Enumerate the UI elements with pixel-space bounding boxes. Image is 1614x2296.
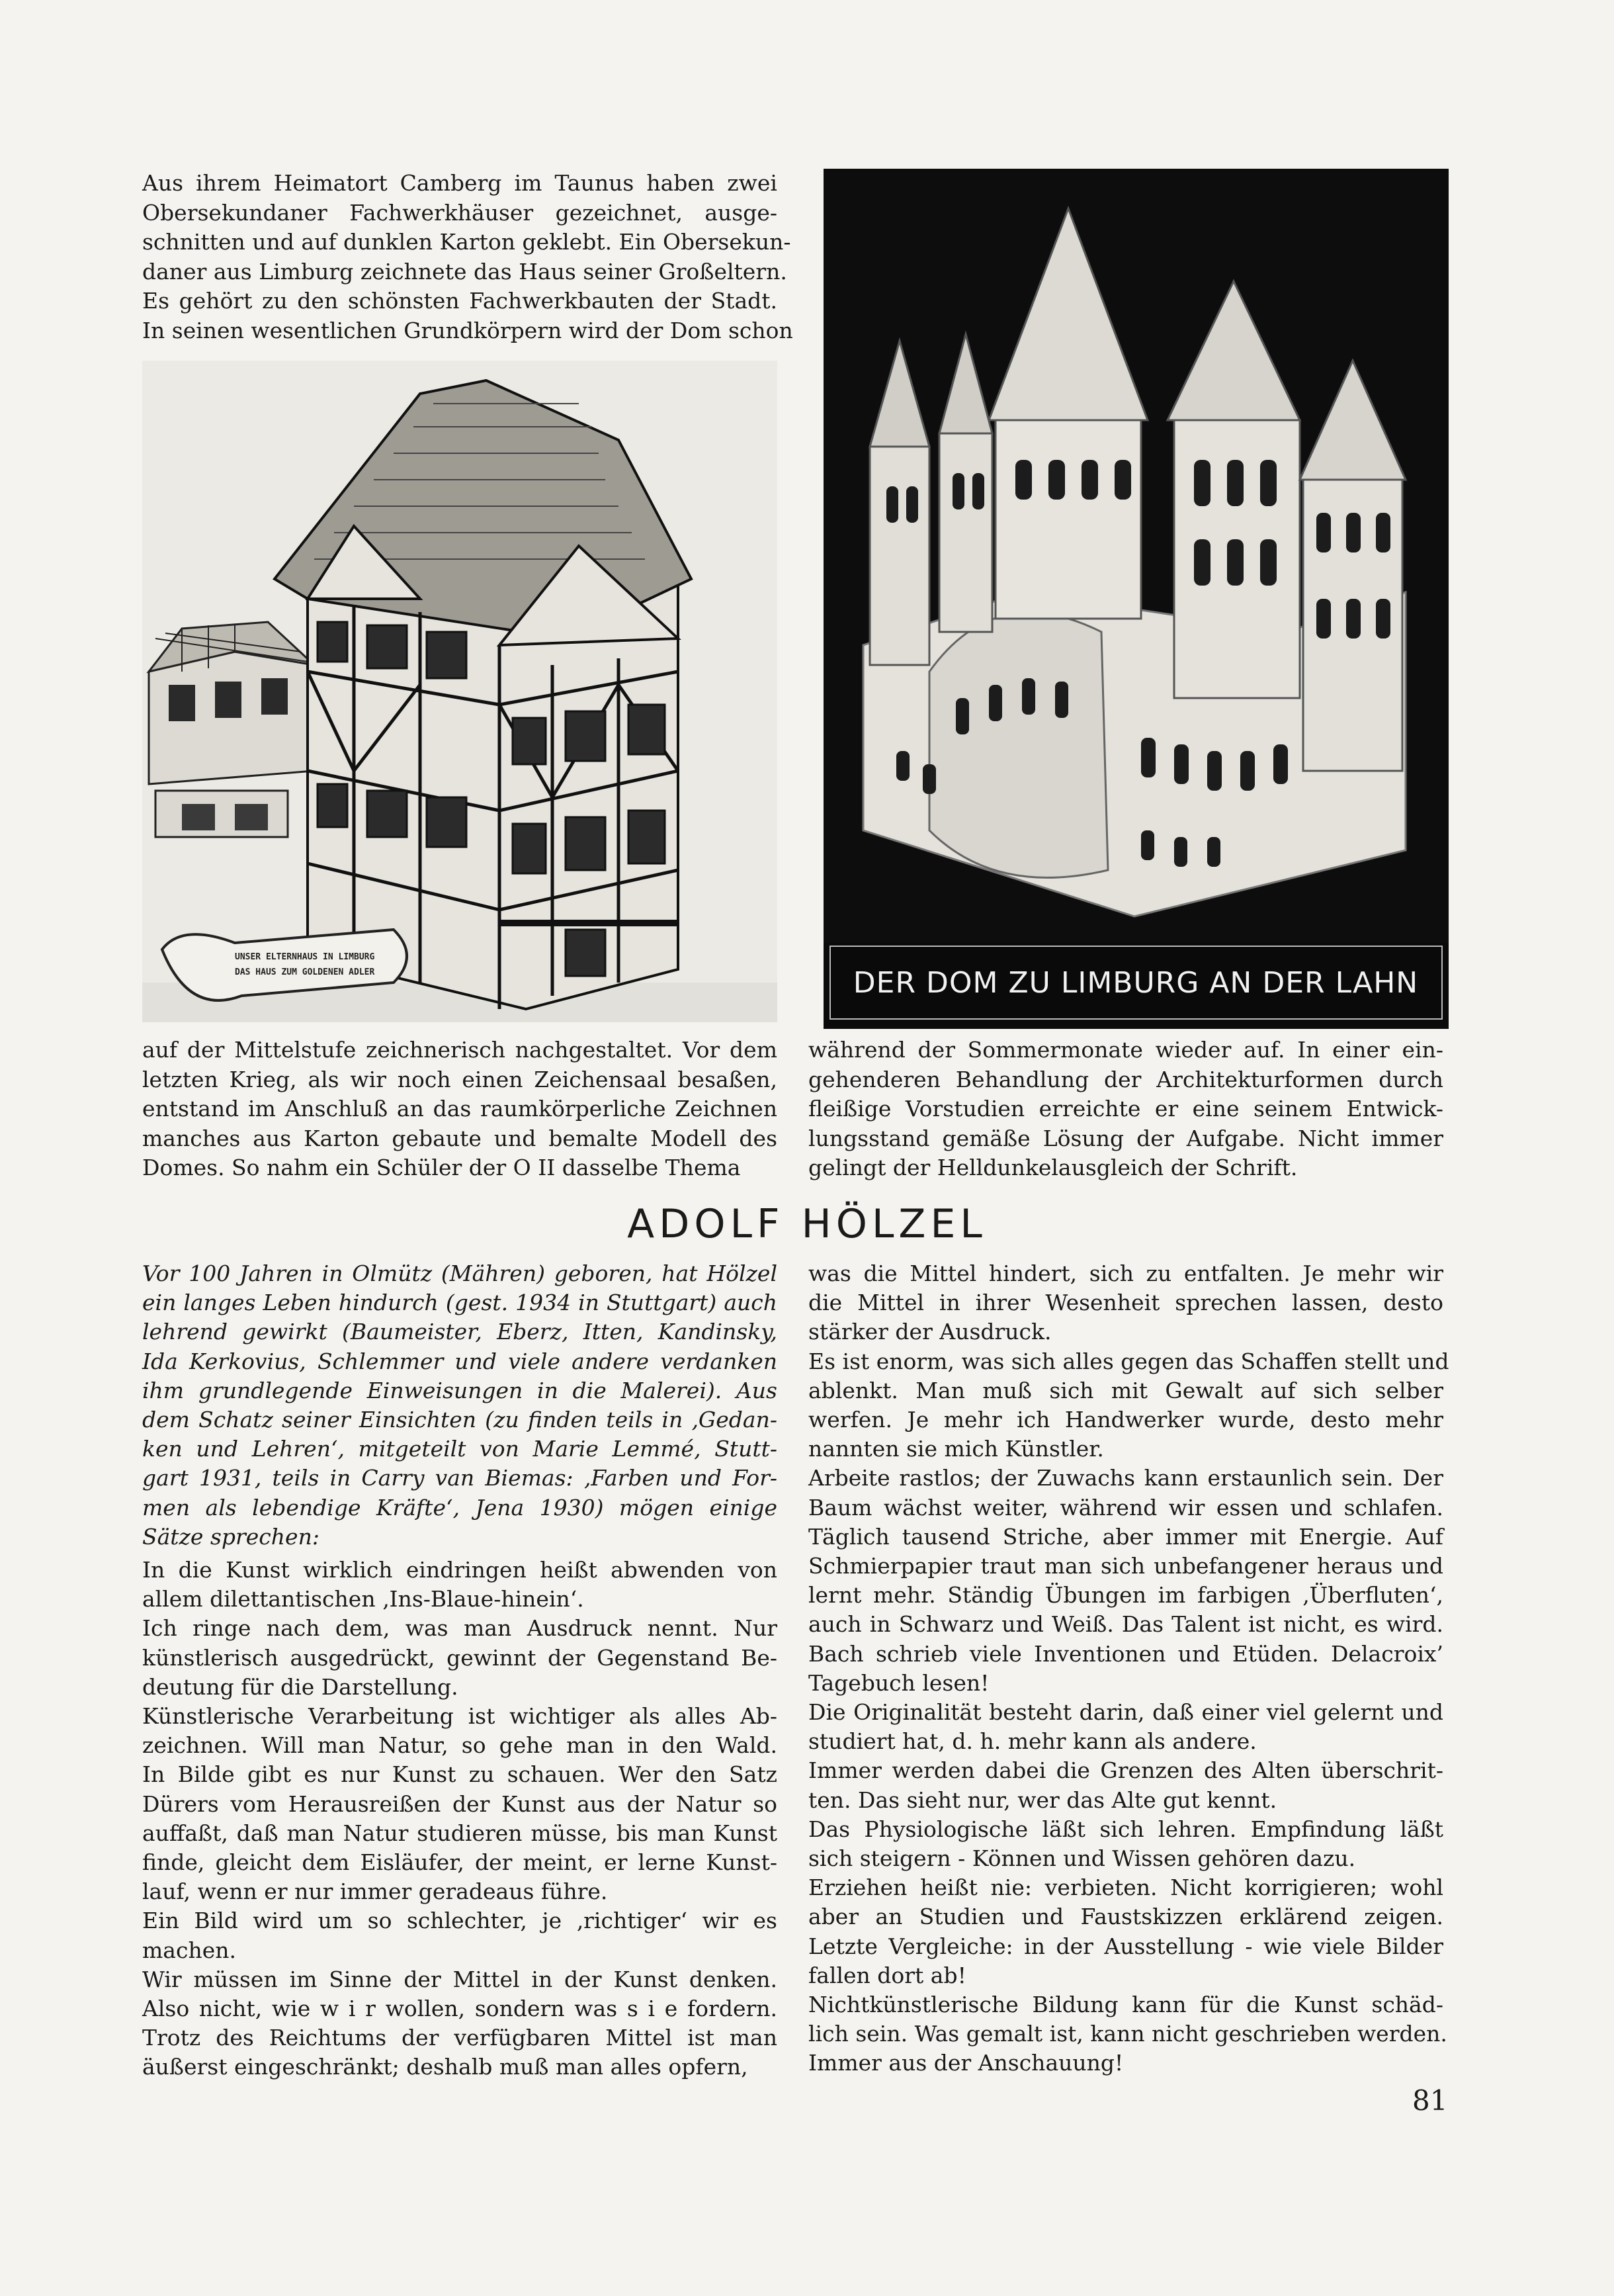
article-title: ADOLF HÖLZEL xyxy=(627,1201,987,1247)
text-line: letzten Krieg, als wir noch einen Zeichensaal besaßen, xyxy=(142,1066,777,1092)
house-banner-line-1: UNSER ELTERNHAUS IN LIMBURG xyxy=(235,952,375,962)
text-line: lauf, wenn er nur immer geradeaus führe. xyxy=(142,1878,608,1905)
text-line: lungsstand gemäße Lösung der Aufgabe. Nicht immer xyxy=(808,1125,1443,1151)
text-line: werfen. Je mehr ich Handwerker wurde, desto mehr xyxy=(808,1407,1443,1433)
article-right-column xyxy=(808,1259,1449,2078)
paragraph-middle-right xyxy=(808,1036,1443,1183)
text-line: Trotz des Reichtums der verfügbaren Mittel ist man xyxy=(142,2025,777,2051)
text-line: sich steigern - Können und Wissen gehören dazu. xyxy=(808,1845,1356,1872)
text-line: daner aus Limburg zeichnete das Haus seiner Großeltern. xyxy=(142,258,787,285)
text-line: was die Mittel hindert, sich zu entfalten. Je mehr wir xyxy=(808,1260,1443,1286)
text-line: Also nicht, wie w i r wollen, sondern was s i e fordern. xyxy=(142,1996,777,2022)
text-line: ein langes Leben hindurch (gest. 1934 in Stuttgart) auch xyxy=(142,1290,777,1316)
text-line: Es ist enorm, was sich alles gegen das Schaffen stellt und xyxy=(808,1348,1449,1374)
text-line: ihm grundlegende Einweisungen in die Malerei). Aus xyxy=(142,1377,777,1403)
text-line: Ida Kerkovius, Schlemmer und viele andere verdanken xyxy=(142,1348,777,1374)
text-line: gelingt der Helldunkelausgleich der Schrift. xyxy=(808,1155,1298,1180)
article-intro-italic xyxy=(142,1259,777,1552)
text-line: Vor 100 Jahren in Olmütz (Mähren) geboren, hat Hölzel xyxy=(142,1260,777,1286)
page-number: 81 xyxy=(1412,2084,1448,2117)
intro-paragraph-top xyxy=(142,169,793,345)
text-line: Bach schrieb viele Inventionen und Etüden. Delacroix’ xyxy=(808,1640,1443,1667)
text-line: Ein Bild wird um so schlechter, je ‚richtiger‘ wir es xyxy=(142,1908,777,1934)
text-line: Schmierpapier traut man sich unbefangener heraus und xyxy=(808,1553,1443,1579)
text-line: manches aus Karton gebaute und bemalte Modell des xyxy=(142,1125,777,1151)
text-line: fallen dort ab! xyxy=(808,1962,966,1988)
text-line: Täglich tausend Striche, aber immer mit Energie. Auf xyxy=(808,1523,1443,1550)
text-line: nannten sie mich Künstler. xyxy=(808,1436,1104,1462)
cathedral-model-photo xyxy=(824,169,1449,1029)
text-line: Künstlerische Verarbeitung ist wichtiger als alles Ab- xyxy=(142,1703,777,1730)
text-line: ken und Lehren‘, mitgeteilt von Marie Lemmé, Stutt- xyxy=(142,1436,777,1462)
text-line: fleißige Vorstudien erreichte er eine seinem Entwick- xyxy=(808,1096,1443,1122)
text-line: Sätze sprechen: xyxy=(142,1523,319,1550)
text-line: Erziehen heißt nie: verbieten. Nicht korrigieren; wohl xyxy=(808,1875,1443,1901)
text-line: gehenderen Behandlung der Architekturformen durch xyxy=(808,1066,1443,1092)
text-line: Ich ringe nach dem, was man Ausdruck nennt. Nur xyxy=(142,1615,777,1642)
figure-half-timbered-house xyxy=(142,361,777,1022)
text-line: gart 1931, teils in Carry van Biemas: ‚Farben und For- xyxy=(142,1465,777,1491)
paragraph-middle-left xyxy=(142,1036,777,1183)
text-line: Domes. So nahm ein Schüler der O II dasselbe Thema xyxy=(142,1155,741,1180)
text-line: allem dilettantischen ‚Ins-Blaue-hinein‘. xyxy=(142,1586,584,1612)
text-line: dem Schatz seiner Einsichten (zu finden teils in ‚Gedan- xyxy=(142,1407,777,1433)
text-line: ten. Das sieht nur, wer das Alte gut kennt. xyxy=(808,1787,1277,1813)
text-line: Immer werden dabei die Grenzen des Alten überschrit- xyxy=(808,1757,1443,1784)
text-line: schnitten und auf dunklen Karton geklebt. Ein Obersekun- xyxy=(142,229,791,255)
text-line: deutung für die Darstellung. xyxy=(142,1673,458,1700)
cathedral-caption: DER DOM ZU LIMBURG AN DER LAHN xyxy=(853,966,1419,1000)
text-line: In die Kunst wirklich eindringen heißt abwenden von xyxy=(142,1557,777,1583)
text-line: auf der Mittelstufe zeichnerisch nachgestaltet. Vor dem xyxy=(142,1037,777,1063)
text-line: während der Sommermonate wieder auf. In einer ein- xyxy=(808,1037,1443,1063)
text-line: Arbeite rastlos; der Zuwachs kann erstaunlich sein. Der xyxy=(808,1465,1443,1491)
text-line: machen. xyxy=(142,1937,236,1963)
text-line: Dürers vom Herausreißen der Kunst aus der Natur so xyxy=(142,1790,777,1817)
text-line: Obersekundaner Fachwerkhäuser gezeichnet, ausge- xyxy=(142,199,777,226)
text-line: men als lebendige Kräfte‘, Jena 1930) mögen einige xyxy=(142,1494,777,1521)
article-left-column xyxy=(142,1556,777,2082)
text-line: Die Originalität besteht darin, daß einer viel gelernt und xyxy=(808,1699,1443,1726)
text-line: Letzte Vergleiche: in der Ausstellung - wie viele Bilder xyxy=(808,1933,1443,1959)
text-line: äußerst eingeschränkt; deshalb muß man alles opfern, xyxy=(142,2054,748,2080)
text-line: aber an Studien und Faustskizzen erklärend zeigen. xyxy=(808,1904,1443,1930)
text-line: In Bilde gibt es nur Kunst zu schauen. Wer den Satz xyxy=(142,1761,777,1788)
figure-limburg-cathedral xyxy=(824,169,1449,1029)
text-line: künstlerisch ausgedrückt, gewinnt der Gegenstand Be- xyxy=(142,1644,777,1671)
text-line: studiert hat, d. h. mehr kann als andere. xyxy=(808,1728,1257,1755)
text-line: Immer aus der Anschauung! xyxy=(808,2050,1124,2076)
text-line: Baum wächst weiter, während wir essen und schlafen. xyxy=(808,1494,1443,1521)
text-line: Es gehört zu den schönsten Fachwerkbauten der Stadt. xyxy=(142,288,777,314)
text-line: stärker der Ausdruck. xyxy=(808,1319,1052,1345)
text-line: ablenkt. Man muß sich mit Gewalt auf sich selber xyxy=(808,1377,1443,1403)
text-line: Tagebuch lesen! xyxy=(808,1669,990,1696)
text-line: auffaßt, daß man Natur studieren müsse, bis man Kunst xyxy=(142,1820,777,1846)
text-line: finde, gleicht dem Eisläufer, der meint, er lerne Kunst- xyxy=(142,1849,777,1876)
text-line: lernt mehr. Ständig Übungen im farbigen ‚Überfluten‘, xyxy=(808,1582,1443,1609)
text-line: lich sein. Was gemalt ist, kann nicht geschrieben werden. xyxy=(808,2021,1447,2047)
text-line: Aus ihrem Heimatort Camberg im Taunus haben zwei xyxy=(142,170,777,196)
text-line: auch in Schwarz und Weiß. Das Talent ist nicht, es wird. xyxy=(808,1611,1443,1638)
text-line: Das Physiologische läßt sich lehren. Empfindung läßt xyxy=(808,1816,1443,1842)
text-line: die Mittel in ihrer Wesenheit sprechen lassen, desto xyxy=(808,1290,1443,1316)
text-line: entstand im Anschluß an das raumkörperliche Zeichnen xyxy=(142,1096,777,1122)
text-line: lehrend gewirkt (Baumeister, Eberz, Itten, Kandinsky, xyxy=(142,1319,777,1345)
text-line: In seinen wesentlichen Grundkörpern wird der Dom schon xyxy=(142,317,793,343)
text-line: Nichtkünstlerische Bildung kann für die Kunst schäd- xyxy=(808,1992,1443,2018)
house-drawing-illustration xyxy=(142,361,777,1022)
house-banner-line-2: DAS HAUS ZUM GOLDENEN ADLER xyxy=(235,967,375,977)
text-line: zeichnen. Will man Natur, so gehe man in den Wald. xyxy=(142,1732,777,1759)
text-line: Wir müssen im Sinne der Mittel in der Kunst denken. xyxy=(142,1966,777,1992)
